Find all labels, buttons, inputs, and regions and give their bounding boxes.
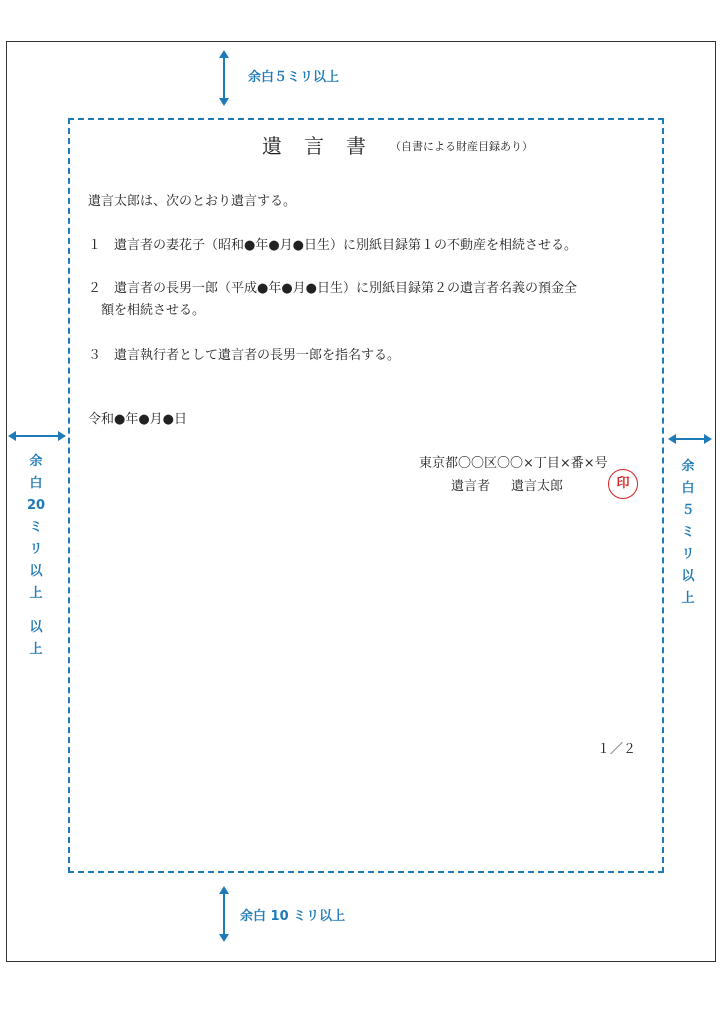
clause-1: １ 遺言者の妻花子（昭和●年●月●日生）に別紙目録第１の不動産を相続させる。 xyxy=(88,238,578,253)
top-margin-arrow-icon xyxy=(217,50,231,106)
signing-date: 令和●年●月●日 xyxy=(88,412,188,427)
right-margin-arrow-icon xyxy=(668,432,712,446)
intro-text: 遺言太郎は、次のとおり遺言する。 xyxy=(88,194,297,209)
bottom-margin-label: 余白 10 ミリ以上 xyxy=(240,909,346,924)
personal-seal: 印 xyxy=(608,469,638,499)
testator-name: 遺言太郎 xyxy=(511,479,564,494)
testator-label: 遺言者 xyxy=(451,479,491,494)
clause-2-line-2: 額を相続させる。 xyxy=(101,303,206,318)
top-margin-label: 余白５ミリ以上 xyxy=(248,70,340,85)
testator-address: 東京都〇〇区〇〇×丁目×番×号 xyxy=(419,456,608,471)
page-number: １／２ xyxy=(597,742,637,757)
clause-3: ３ 遺言執行者として遺言者の長男一郎を指名する。 xyxy=(88,348,401,363)
right-margin-label: 余白５ミリ以上 xyxy=(681,459,695,606)
bottom-margin-arrow-icon xyxy=(217,886,231,942)
left-margin-arrow-icon xyxy=(8,429,66,443)
writing-area-boundary xyxy=(68,118,664,873)
document-title: 遺言書 xyxy=(262,134,388,158)
left-margin-label: 余白20ミリ以上 xyxy=(26,454,46,601)
clause-2-line-1: ２ 遺言者の長男一郎（平成●年●月●日生）に別紙目録第２の遺言者名義の預金全 xyxy=(88,281,578,296)
left-margin-extra-label: 以上 xyxy=(29,620,43,657)
document-subtitle: （自書による財産目録あり） xyxy=(390,140,533,153)
